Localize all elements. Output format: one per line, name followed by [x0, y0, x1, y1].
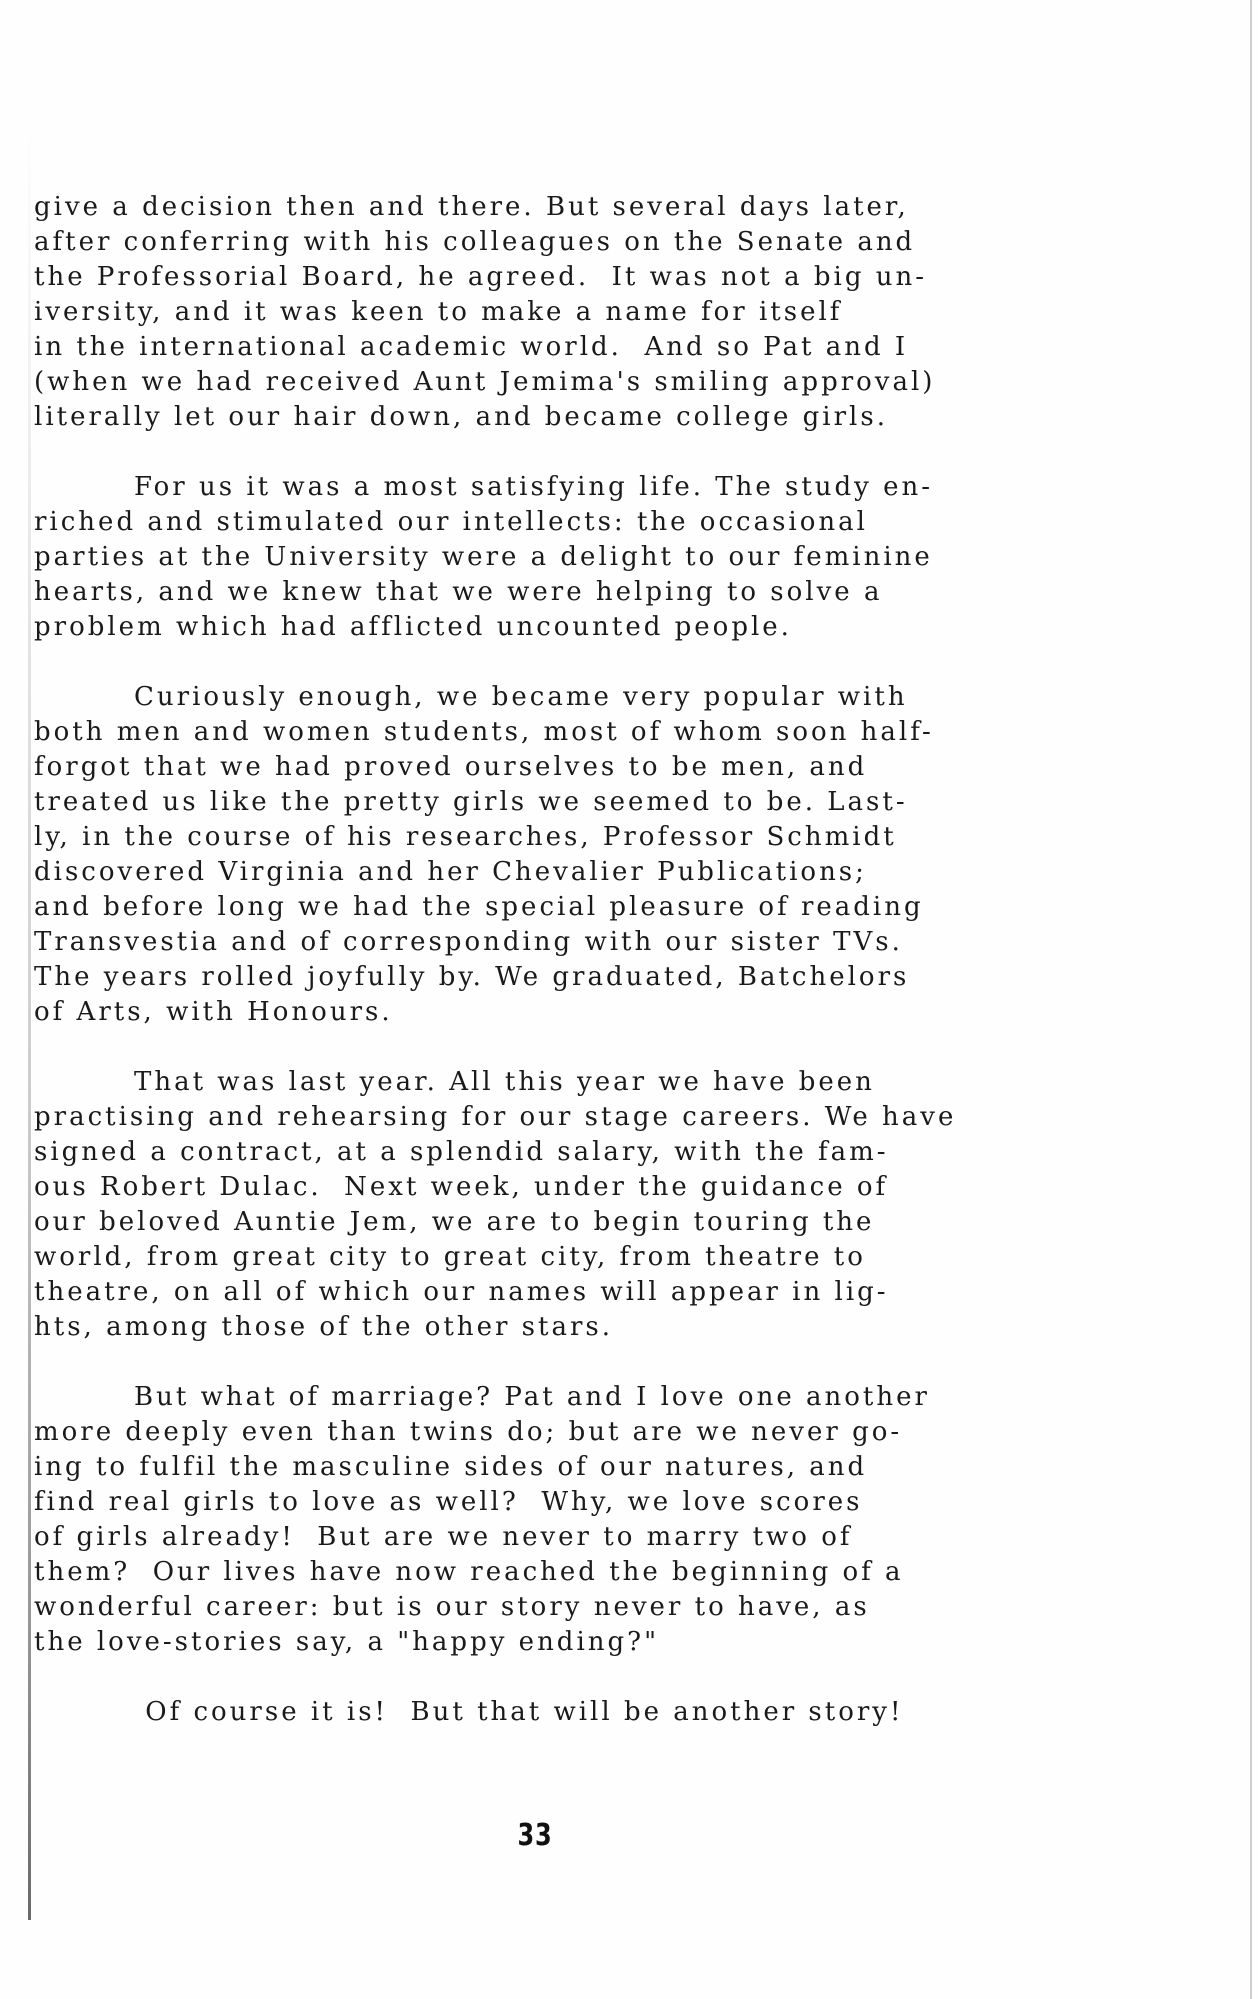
text-line: (when we had received Aunt Jemima's smiling approval): [34, 367, 936, 397]
binding-shadow: [28, 120, 31, 1920]
text-line: signed a contract, at a splendid salary, with the fam-: [34, 1137, 889, 1167]
text-line: But what of marriage? Pat and I love one another: [134, 1382, 930, 1412]
text-line: Transvestia and of corresponding with our sister TVs.: [34, 927, 903, 957]
text-line: For us it was a most satisfying life. The study en-: [134, 472, 934, 502]
text-line: both men and women students, most of whom soon half-: [34, 717, 934, 747]
text-line: of Arts, with Honours.: [34, 997, 393, 1027]
text-line: practising and rehearsing for our stage careers. We have: [34, 1102, 957, 1132]
text-line: problem which had afflicted uncounted people.: [34, 612, 792, 642]
text-line: ous Robert Dulac. Next week, under the guidance of: [34, 1172, 889, 1202]
text-line: Of course it is! But that will be another story!: [134, 1697, 904, 1727]
text-line: parties at the University were a delight to our feminine: [34, 542, 933, 572]
text-line: the Professorial Board, he agreed. It was not a big un-: [34, 262, 928, 292]
paragraph-2: [34, 470, 1034, 645]
text-line: the love-stories say, a "happy ending?": [34, 1627, 660, 1657]
text-line: literally let our hair down, and became college girls.: [34, 402, 888, 432]
text-line: world, from great city to great city, from theatre to: [34, 1242, 866, 1272]
text-line: in the international academic world. And so Pat and I: [34, 332, 909, 362]
paragraph-6: [34, 1695, 1034, 1730]
text-line: ing to fulfil the masculine sides of our natures, and: [34, 1452, 868, 1482]
page-edge: [1250, 0, 1252, 1999]
paragraph-3: [34, 680, 1034, 1030]
text-line: them? Our lives have now reached the beginning of a: [34, 1557, 904, 1587]
paragraph-4: [34, 1065, 1034, 1345]
paragraph-1: [34, 190, 1034, 435]
text-line: iversity, and it was keen to make a name for itself: [34, 297, 843, 327]
text-line: Curiously enough, we became very popular with: [134, 682, 908, 712]
text-line: after conferring with his colleagues on the Senate and: [34, 227, 916, 257]
text-line: wonderful career: but is our story never to have, as: [34, 1592, 870, 1622]
text-line: treated us like the pretty girls we seemed to be. Last-: [34, 787, 908, 817]
text-line: hts, among those of the other stars.: [34, 1312, 614, 1342]
text-line: more deeply even than twins do; but are we never go-: [34, 1417, 903, 1447]
text-line: forgot that we had proved ourselves to be men, and: [34, 752, 868, 782]
text-line: ly, in the course of his researches, Professor Schmidt: [34, 822, 897, 852]
text-line: give a decision then and there. But several days later,: [34, 192, 909, 222]
text-line: of girls already! But are we never to marry two of: [34, 1522, 853, 1552]
text-line: and before long we had the special pleasure of reading: [34, 892, 924, 922]
text-line: our beloved Auntie Jem, we are to begin touring the: [34, 1207, 875, 1237]
text-line: find real girls to love as well? Why, we love scores: [34, 1487, 863, 1517]
text-line: theatre, on all of which our names will appear in lig-: [34, 1277, 889, 1307]
paragraph-5: [34, 1380, 1034, 1660]
text-line: That was last year. All this year we have been: [134, 1067, 875, 1097]
text-line: hearts, and we knew that we were helping to solve a: [34, 577, 883, 607]
text-line: riched and stimulated our intellects: the occasional: [34, 507, 868, 537]
text-line: The years rolled joyfully by. We graduated, Batchelors: [34, 962, 910, 992]
body-text: [34, 190, 1034, 1765]
text-line: discovered Virginia and her Chevalier Publications;: [34, 857, 867, 887]
page-number: 33: [517, 1818, 553, 1853]
